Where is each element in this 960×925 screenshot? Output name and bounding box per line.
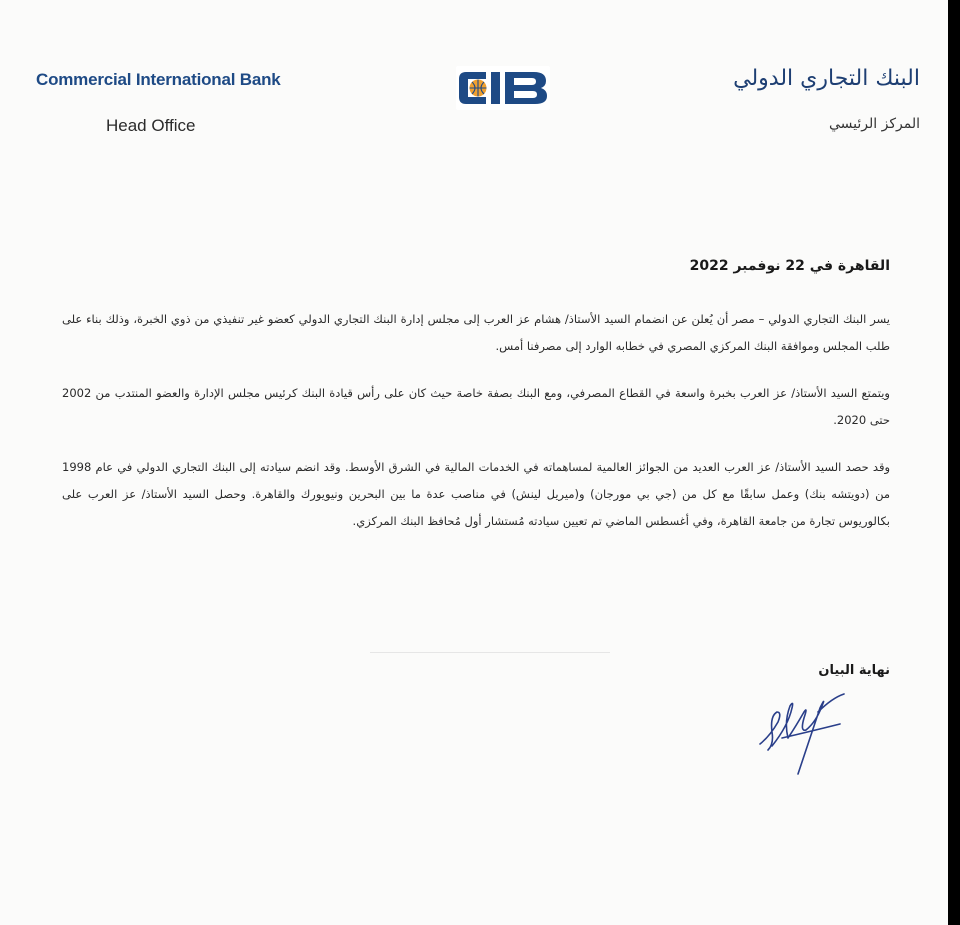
paragraph-1: يسر البنك التجاري الدولي – مصر أن يُعلن عن انضمام السيد الأستاذ/ هشام عز العرب إلى مجلس إدارة البنك التجاري الدولي كعضو غير تنفيذي من ذوي الخبرة، وذلك بناء على طلب المجلس وموافقة البنك المركزي المصري في خطابه الوارد إلى مصرفنا أمس.	[62, 312, 890, 353]
paragraph-2: ويتمتع السيد الأستاذ/ عز العرب بخبرة واسعة في القطاع المصرفي، ومع البنك بصفة خاصة حيث كان على رأس قيادة البنك كرئيس مجلس الإدارة والعضو المنتدب من 2002 حتى 2020.	[62, 386, 890, 427]
letter-body	[62, 306, 890, 555]
bank-name-english: Commercial International Bank	[36, 70, 281, 89]
head-office-arabic: المركز الرئيسي	[829, 116, 920, 132]
divider	[370, 652, 610, 653]
signature	[748, 682, 858, 792]
head-office-english: Head Office	[106, 116, 196, 135]
bank-name-arabic: البنك التجاري الدولي	[733, 66, 920, 91]
photo-edge	[948, 0, 960, 925]
letter-date: القاهرة في 22 نوفمبر 2022	[689, 258, 890, 274]
cib-logo	[456, 66, 550, 110]
paragraph-3: وقد حصد السيد الأستاذ/ عز العرب العديد من الجوائز العالمية لمساهماته في الخدمات المالية في الشرق الأوسط. وقد انضم سيادته إلى البنك التجاري الدولي في عام 1998 من (دويتشه بنك) وعمل سابقًا مع كل من (جي بي مورجان) و(ميريل لينش) في مناصب عدة ما بين البحرين ونيويورك والقاهرة. وحصل السيد الأستاذ/ عز العرب على بكالوريوس تجارة من جامعة القاهرة، وفي أغسطس الماضي تم تعيين سيادته مُستشار أول مُحافظ البنك المركزي.	[62, 460, 890, 528]
closing-text: نهاية البيان	[818, 663, 890, 678]
